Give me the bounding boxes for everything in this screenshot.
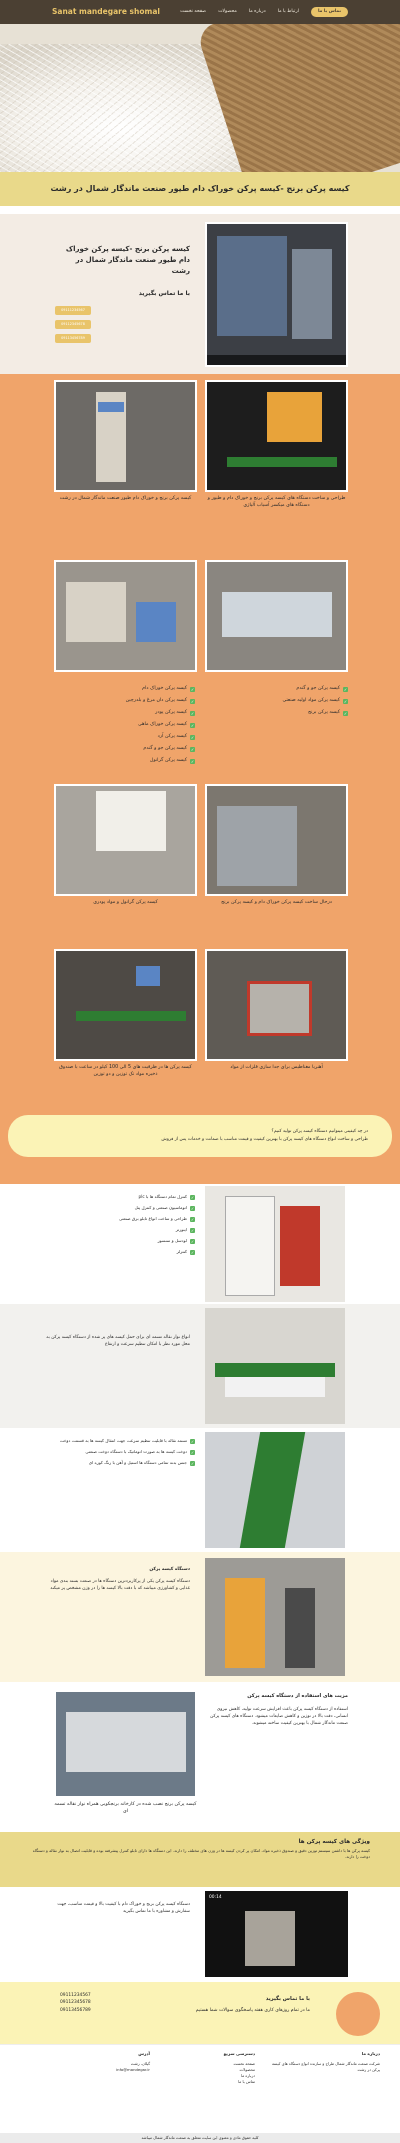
contact-text: ما در تمام روزهای کاری هفته پاسخگوی سوالات شما هستیم [195,2007,310,2013]
list-item: ✓ کیسه پرکن جو و گندم [143,745,195,752]
quote-line-1: در چه کیفیتی میتوانیم دستگاه کیسه پرکن تولید کنیم؟ [271,1128,368,1134]
nav-item-products[interactable]: محصولات [218,8,237,14]
check-icon: ✓ [190,1205,195,1211]
panel-belt [0,1428,400,1552]
list-item: ✓ کیسه پرکن خوراک دام [142,686,195,692]
conveyor-photo [205,1308,345,1424]
phone-button-3[interactable]: 09113456789 [55,334,91,343]
intro-video-player[interactable] [205,222,348,367]
intro-section [0,214,400,374]
footer-links [165,2051,255,2085]
nav-item-home[interactable]: صفحه نخست [180,8,207,14]
page-title: کیسه پرکن برنج -کیسه پرکن خوراک دام طیور صنعت ماندگار شمال در رشت [50,184,350,194]
intro-text [55,244,190,343]
footer-links-title: دسترسی سریع [223,2051,255,2056]
panel-video [0,1887,400,1982]
list-item: ✓ کیسه پرکن برنج [308,709,348,716]
features-title: ویژگی های کیسه پرکن ها [298,1839,370,1845]
phone-button-2[interactable]: 09112345678 [55,320,91,329]
panel-benefits [0,1682,400,1832]
footer-link-about[interactable]: درباره ما [241,2072,255,2078]
phone-list [60,1992,91,2014]
panel-machine [0,1552,400,1682]
video-controls[interactable] [207,355,346,365]
contact-section [0,1982,400,2044]
machine-photo [217,236,287,336]
check-icon: ✓ [190,1238,195,1244]
check-icon: ✓ [190,1216,195,1222]
phone-buttons [55,301,190,343]
main-nav [180,7,348,17]
check-icon: ✓ [343,698,348,704]
contact-cta-button[interactable]: تماس با ما [311,7,348,17]
panel-control [0,1184,400,1304]
benefits-text: استفاده از دستگاه کیسه پرکن باعث افزایش سرعت تولید، کاهش نیروی انسانی، دقت بالا در توزین و کاهش ضایعات میشود. دستگاه های کیسه پرکن صنعت ماندگار شمال با بهترین کیفیت ساخته میشوند. [210,1707,348,1727]
video-timestamp: 00:14 [209,1895,222,1900]
contact-illustration [336,1992,380,2036]
check-icon: ✓ [190,722,195,728]
check-icon: ✓ [190,1449,195,1455]
belt-photo [205,1432,345,1548]
check-icon: ✓ [190,1250,195,1256]
gallery-photo-4 [54,560,197,672]
list-item: ✓ دوخت کیسه ها به صورت اتوماتیک با دستگاه دوخت صنعتی [85,1449,195,1455]
list-item: ✓ کیسه پرکن آرد [157,733,195,740]
nav-item-about[interactable]: درباره ما [248,8,266,14]
check-icon: ✓ [190,710,195,716]
video-text: دستگاه کیسه پرکن برنج و خوراک دام با کیفیت بالا و قیمت مناسب، جهت سفارش و مشاوره با ما تماس بگیرید [57,1902,190,1915]
gallery-caption-3: درحال ساخت کیسه پرکن خوراک دام و کیسه پرکن برنج [221,900,332,905]
check-icon: ✓ [343,686,348,692]
list-item: ✓ کیسه پرکن خوراک ماهی [137,721,195,728]
gallery-photo-6 [54,784,197,896]
gallery-caption-5: آهنربا مغناطیس برای جدا سازی فلزات از مواد [230,1065,323,1070]
check-icon: ✓ [190,758,195,764]
phone-number-1[interactable]: 09111234567 [60,1993,91,1998]
hero-banner [0,24,400,172]
feature-list-right [205,686,348,722]
list-item: ✓ طراحی و ساخت انواع تابلو برق صنعتی [118,1216,195,1222]
gallery-photo-5 [205,784,348,896]
list-item: ✓ تسمه نقاله با قابلیت تنظیم سرعت جهت انتقال کیسه ها به قسمت دوخت [59,1438,195,1444]
gallery-caption-6: کیسه پرکن ها در ظرفیت های 5 الی 100 کیلو در ساعت با صندوق ذخیره مواد تک توزین و دو توزین [59,1065,192,1077]
top-navbar [0,0,400,24]
gallery-caption-2: کیسه پرکن برنج و خوراک دام طیور صنعت ماندگار شمال در رشت [59,496,192,501]
nav-item-contact[interactable]: ارتباط با ما [277,8,299,14]
check-icon: ✓ [190,1460,195,1466]
list-item: ✓ کیسه پرکن گرانول [149,757,195,764]
product-video-player[interactable] [205,1891,348,1977]
features-text: کیسه پرکن ها با داشتن سیستم توزین دقیق و صندوق ذخیره مواد، امکان پر کردن کیسه ها در وزن های مختلف را دارند. این دستگاه ها دارای تابلو کنترل پیشرفته بوده و قابلیت اتصال به نوار نقاله و دستگاه دوخت را دارند. [32,1848,370,1860]
gallery-caption-4: کیسه پرکن گرانول و مواد پودری [93,900,158,905]
conveyor-text: انواع نوار نقاله تسمه ای برای حمل کیسه های پر شده از دستگاه کیسه پرکن به محل مورد نظر با امکان تنظیم سرعت و ارتفاع [46,1335,190,1348]
hero-title-band [0,172,400,206]
footer-address-title: آدرس [138,2051,150,2056]
gallery-photo-2 [54,380,197,492]
list-item: ✓ کیسه پرکن پودر [155,709,195,716]
copyright-bar: کلیه حقوق مادی و معنوی این سایت متعلق به صنعت ماندگار شمال میباشد [0,2133,400,2143]
gallery-photo-8 [54,949,197,1061]
control-list [45,1194,195,1261]
list-item: ✓ کنترل تمام دستگاه ها با plc [138,1194,195,1200]
contact-box [160,1996,310,2014]
gallery-caption-1: طراحی و ساخت دستگاه های کیسه پرکن برنج و خوراک دام و طیور و دستگاه های میکسر آسیاب آلیاژی [207,496,346,508]
list-item: ✓ کنترلر [176,1249,195,1256]
phone-number-2[interactable]: 09112345678 [60,2000,91,2006]
gallery-section [0,374,400,1184]
feature-list-left [52,686,195,770]
list-item: ✓ اینورتر [175,1227,195,1233]
quote-line-2: طراحی و ساخت انواع دستگاه های کیسه پرکن با بهترین کیفیت و قیمت مناسب با ضمانت و خدمات پس از فروش [161,1137,368,1142]
phone-button-1[interactable]: 09111234567 [55,306,91,315]
footer [0,2044,400,2143]
list-item: ✓ جنس بدنه تمامی دستگاه ها استیل و آهن با رنگ کوره ای [88,1460,195,1466]
footer-link-products[interactable]: محصولات [239,2066,255,2072]
belt-list [45,1438,195,1471]
check-icon: ✓ [190,698,195,704]
intro-subheading: با ما تماس بگیرید [138,289,190,297]
footer-link-home[interactable]: صفحه نخست [233,2060,255,2066]
machine-text: دستگاه کیسه پرکن یکی از پرکاربردترین دستگاه ها در صنعت بسته بندی مواد غذایی و کشاورزی میباشد که با دقت بالا کیسه ها را در وزن مشخص پر میکند [50,1579,190,1592]
list-item: ✓ اتوماسیون صنعتی و کنترل پنل [134,1205,195,1211]
footer-address [20,2051,150,2073]
check-icon: ✓ [190,686,195,692]
machine-title: دستگاه کیسه پرکن [149,1567,190,1572]
list-item: ✓ کیسه پرکن دان مرغ و بلدرچین [125,697,195,704]
check-icon: ✓ [190,1227,195,1233]
gallery-photo-3 [205,560,348,672]
footer-about-title: درباره ما [361,2051,380,2056]
footer-about [270,2051,380,2073]
machine-photo-2 [292,249,332,339]
check-icon: ✓ [190,734,195,740]
gallery-photo-7 [205,949,348,1061]
intro-heading: کیسه پرکن برنج -کیسه پرکن خوراک دام طیور صنعت ماندگار شمال در رشت [65,245,190,276]
gallery-photo-1 [205,380,348,492]
footer-address-text: گیلان، رشت [130,2060,150,2066]
check-icon: ✓ [190,746,195,752]
quote-band [8,1115,392,1157]
list-item: ✓ کیسه پرکن جو و گندم [296,686,348,692]
panel-conveyor [0,1304,400,1428]
sorter-caption: کیسه پرکن برنج نصب شده در کارخانه برنجکوبی همراه نوار نقاله تسمه ای [54,1802,197,1814]
check-icon: ✓ [190,1194,195,1200]
features-band [0,1832,400,1887]
sorter-photo [54,1690,197,1798]
benefits-title: مزیت های استفاده از دستگاه کیسه پرکن [247,1693,348,1699]
check-icon: ✓ [343,710,348,716]
footer-link-contact[interactable]: تماس با ما [238,2078,255,2084]
footer-about-text: شرکت صنعت ماندگار شمال طراح و سازنده انواع دستگاه های کیسه پرکن در رشت [272,2060,380,2072]
machine-worker-photo [205,1558,345,1676]
phone-number-3[interactable]: 09113456789 [60,2007,91,2013]
check-icon: ✓ [190,1438,195,1444]
list-item: ✓ لودسل و سنسور [157,1238,195,1244]
control-panel-photo [205,1186,345,1302]
contact-title: با ما تماس بگیرید [265,1996,310,2002]
footer-email[interactable]: info@mandegar.ir [116,2066,150,2072]
brand-logo-text[interactable]: Sanat mandegare shomal [52,6,160,16]
list-item: ✓ کیسه پرکن مواد اولیه صنعتی [282,697,348,704]
